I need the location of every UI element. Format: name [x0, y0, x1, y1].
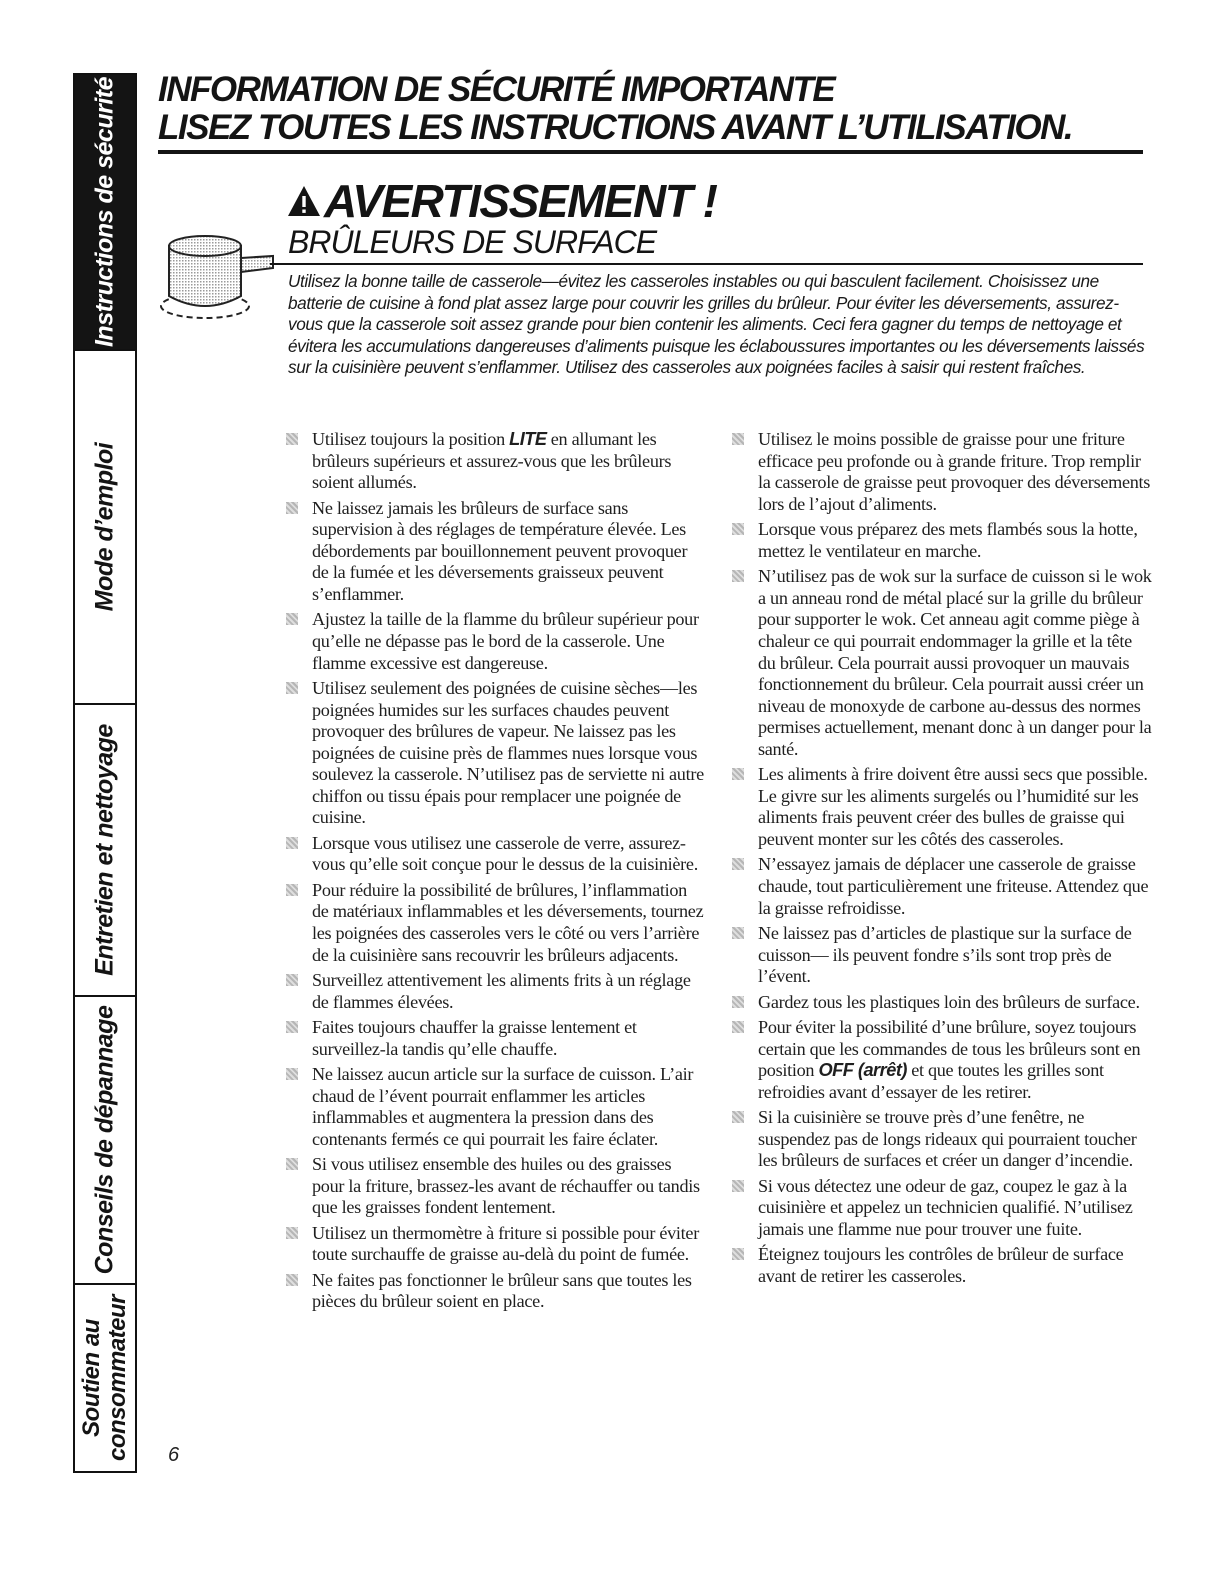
section-tab-bar: [73, 73, 137, 1473]
intro-paragraph: Utilisez la bonne taille de casserole—évitez les casseroles instables ou qui basculent facilement. Choisissez une batterie de cuisine à fond plat assez large pour couvrir les grilles du brûleur. Pour éviter les déversements, assurez-vous que la casserole soit assez grande pour bien contenir les aliments. Ceci fera gagner du temps de nettoyage et évitera les accumulations dangereuses d’aliments puisque les éclaboussures importantes ou les déversements laissés sur la cuisinière peuvent s’enflammer. Utilisez des casseroles aux poignées faciles à saisir qui restent fraîches.: [288, 271, 1145, 378]
list-item: Lorsque vous préparez des mets flambés sous la hotte, mettez le ventilateur en marche.: [732, 519, 1152, 562]
tab-conseils-de-depannage[interactable]: [75, 997, 135, 1285]
list-item: Si vous détectez une odeur de gaz, coupez le gaz à la cuisinière et appelez un technicien qualifié. N’utilisez jamais une flamme nue pour trouver une fuite.: [732, 1176, 1152, 1241]
safety-list-left: [286, 429, 706, 1317]
list-item: Ne laissez aucun article sur la surface de cuisson. L’air chaud de l’évent pourrait enflammer les articles inflammables et augmentera la pression dans des contenants fermés ce qui pourrait les faire éclater.: [286, 1064, 706, 1150]
page-title-line-2: LISEZ TOUTES LES INSTRUCTIONS AVANT L’UTILISATION.: [158, 108, 1073, 147]
list-item: Ne laissez jamais les brûleurs de surface sans supervision à des réglages de température élevée. Les débordements par bouillonnement peuvent provoquer de la fumée et les déversements graisseux peuvent s’enflammer.: [286, 498, 706, 606]
tab-label: Entretien et nettoyage: [90, 724, 119, 976]
list-item: N’utilisez pas de wok sur la surface de cuisson si le wok a un anneau rond de métal placé sur la grille du brûleur pour supporter le wok. Cet anneau agit comme piège à chaleur ce qui pourrait endommager la grille et la tête du brûleur. Cela pourrait aussi provoquer un mauvais fonctionnement du brûleur. Cela pourrait aussi créer un niveau de monoxyde de carbone au-dessus des normes permises actuellement, menant donc à un danger pour la santé.: [732, 566, 1152, 760]
list-item: Utilisez seulement des poignées de cuisine sèches—les poignées humides sur les surfaces chaudes peuvent provoquer des brûlures de vapeur. Ne laissez pas les poignées de cuisine près de flammes nues lorsque vous soulevez la casserole. N’utilisez pas de serviette ni autre chiffon ou tissu épais pour remplacer une poignée de cuisine.: [286, 678, 706, 829]
keyword-off: OFF (arrêt): [818, 1060, 907, 1081]
bullet-square-icon: [286, 1021, 298, 1033]
warning-subtitle: BRÛLEURS DE SURFACE: [288, 224, 657, 260]
list-item: Ne faites pas fonctionner le brûleur sans que toutes les pièces du brûleur soient en place.: [286, 1270, 706, 1313]
pot-on-burner-icon: [155, 224, 275, 336]
keyword-lite: LITE: [509, 429, 547, 449]
list-item: Surveillez attentivement les aliments frits à un réglage de flammes élevées.: [286, 970, 706, 1013]
tab-mode-d-emploi[interactable]: [75, 351, 135, 705]
bullet-square-icon: [286, 974, 298, 986]
bullet-square-icon: [732, 768, 744, 780]
tab-entretien-et-nettoyage[interactable]: [75, 705, 135, 997]
safety-list-right: [732, 429, 1152, 1291]
bullet-square-icon: [286, 837, 298, 849]
bullet-square-icon: [286, 1158, 298, 1170]
list-item: Utilisez toujours la position LITE en allumant les brûleurs supérieurs et assurez-vous que les brûleurs soient allumés.: [286, 429, 706, 494]
bullet-square-icon: [732, 858, 744, 870]
list-item: Éteignez toujours les contrôles de brûleur de surface avant de retirer les casseroles.: [732, 1244, 1152, 1287]
list-item: Pour éviter la possibilité d’une brûlure, soyez toujours certain que les commandes de tous les brûleurs sont en position OFF (arrêt) et que toutes les grilles sont refroidies avant d’essayer de les retirer.: [732, 1017, 1152, 1103]
bullet-square-icon: [732, 996, 744, 1008]
tab-label: Soutien au consommateur: [78, 1294, 131, 1462]
list-item: Gardez tous les plastiques loin des brûleurs de surface.: [732, 992, 1152, 1014]
list-item: Si vous utilisez ensemble des huiles ou des graisses pour la friture, brassez-les avant de réchauffer ou tandis que les graisses fondent lentement.: [286, 1154, 706, 1219]
list-item: Si la cuisinière se trouve près d’une fenêtre, ne suspendez pas de longs rideaux qui pourraient toucher les brûleurs de surfaces et créer un danger d’incendie.: [732, 1107, 1152, 1172]
tab-soutien-au-consommateur[interactable]: [75, 1285, 135, 1471]
tab-label: Instructions de sécurité: [90, 76, 119, 348]
list-item: Ne laissez pas d’articles de plastique sur la surface de cuisson— ils peuvent fondre s’ils sont trop près de l’évent.: [732, 923, 1152, 988]
bullet-square-icon: [732, 1111, 744, 1123]
list-item: N’essayez jamais de déplacer une casserole de graisse chaude, tout particulièrement une friteuse. Attendez que la graisse refroidisse.: [732, 854, 1152, 919]
list-item: Faites toujours chauffer la graisse lentement et surveillez-la tandis qu’elle chauffe.: [286, 1017, 706, 1060]
warning-title: [286, 176, 716, 226]
bullet-square-icon: [732, 1248, 744, 1260]
bullet-square-icon: [732, 1021, 744, 1033]
bullet-square-icon: [732, 433, 744, 445]
list-item: Pour réduire la possibilité de brûlures, l’inflammation de matériaux inflammables et les déversements, tournez les poignées des casseroles vers le côté ou vers l’arrière de la cuisinière sans recouvrir les brûleurs adjacents.: [286, 880, 706, 966]
list-item: Utilisez le moins possible de graisse pour une friture efficace peu profonde ou à grande friture. Trop remplir la casserole de graisse peut provoquer des déversements lors de l’ajout d’aliments.: [732, 429, 1152, 515]
bullet-square-icon: [286, 682, 298, 694]
bullet-square-icon: [286, 1068, 298, 1080]
bullet-square-icon: [732, 1180, 744, 1192]
bullet-square-icon: [732, 570, 744, 582]
bullet-square-icon: [732, 927, 744, 939]
bullet-square-icon: [286, 433, 298, 445]
page-title-line-1: INFORMATION DE SÉCURITÉ IMPORTANTE: [158, 70, 835, 109]
list-item: Utilisez un thermomètre à friture si possible pour éviter toute surchauffe de graisse au-delà du point de fumée.: [286, 1223, 706, 1266]
bullet-square-icon: [286, 613, 298, 625]
bullet-square-icon: [286, 1227, 298, 1239]
warning-triangle-icon: [286, 183, 322, 219]
tab-instructions-de-securite[interactable]: [75, 75, 135, 351]
bullet-square-icon: [286, 1274, 298, 1286]
tab-label: Mode d’emploi: [90, 442, 119, 612]
list-item: Ajustez la taille de la flamme du brûleur supérieur pour qu’elle ne dépasse pas le bord de la casserole. Une flamme excessive est dangereuse.: [286, 609, 706, 674]
tab-label: Conseils de dépannage: [90, 1005, 119, 1275]
page-number: 6: [168, 1444, 180, 1466]
list-item: Lorsque vous utilisez une casserole de verre, assurez-vous qu’elle soit conçue pour le dessus de la cuisinière.: [286, 833, 706, 876]
bullet-square-icon: [732, 523, 744, 535]
header-divider: [158, 150, 1143, 154]
subtitle-divider: [270, 263, 1143, 265]
warning-title-text: AVERTISSEMENT !: [324, 175, 717, 227]
list-item: Les aliments à frire doivent être aussi secs que possible. Le givre sur les aliments surgelés ou l’humidité sur les aliments frais peuvent créer des bulles de graisse qui peuvent monter sur les côtés des casseroles.: [732, 764, 1152, 850]
bullet-square-icon: [286, 502, 298, 514]
bullet-square-icon: [286, 884, 298, 896]
